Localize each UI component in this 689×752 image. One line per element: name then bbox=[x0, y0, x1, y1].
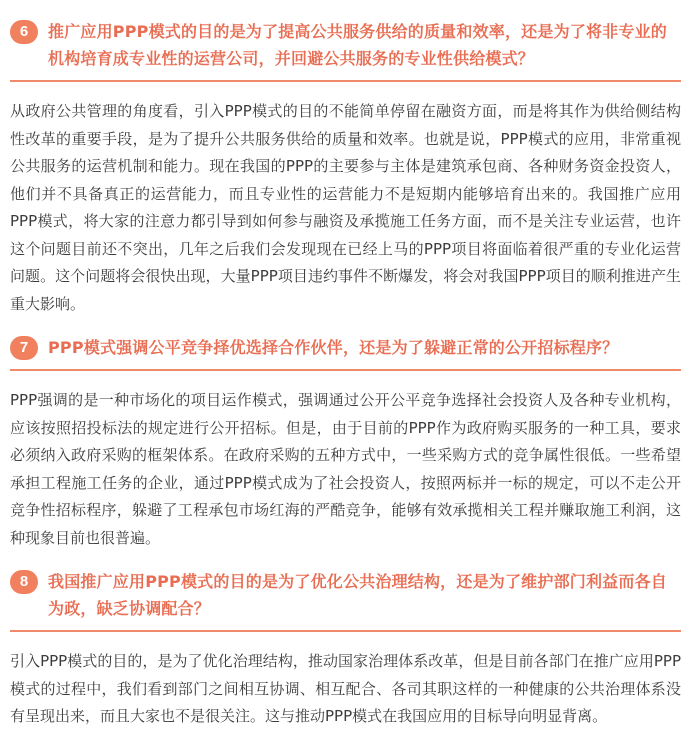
question-header bbox=[10, 562, 681, 632]
answer-paragraph: 引入PPP模式的目的，是为了优化治理结构，推动国家治理体系改革，但是目前各部门在推广应用PPP模式的过程中，我们看到部门之间相互协调、相互配合、各司其职这样的一种健康的公共治理体系没有呈现出来，而且大家也不是很关注。这与推动PPP模式在我国应用的目标导向明显背离。 bbox=[10, 652, 681, 725]
question-section-8 bbox=[10, 562, 681, 731]
question-number-badge: 8 bbox=[10, 570, 38, 594]
question-title: 我国推广应用PPP模式的目的是为了优化公共治理结构，还是为了维护部门利益而各自为政，缺乏协调配合？ bbox=[48, 572, 667, 618]
question-number-badge: 6 bbox=[10, 20, 38, 44]
question-header bbox=[10, 328, 681, 371]
question-title: PPP模式强调公平竞争择优选择合作伙伴，还是为了躲避正常的公开招标程序？ bbox=[48, 338, 619, 357]
question-section-6 bbox=[10, 14, 681, 318]
question-title: 推广应用PPP模式的目的是为了提高公共服务供给的质量和效率，还是为了将非专业的机构培育成专业性的运营公司，并回避公共服务的专业性供给模式？ bbox=[48, 22, 667, 68]
question-number-badge: 7 bbox=[10, 336, 38, 360]
answer-paragraph: 从政府公共管理的角度看，引入PPP模式的目的不能简单停留在融资方面，而是将其作为供给侧结构性改革的重要手段，是为了提升公共服务供给的质量和效率。也就是说，PPP模式的应用，非常重视公共服务的运营机制和能力。现在我国的PPP的主要参与主体是建筑承包商、各种财务资金投资人，他们并不具备真正的运营能力，而且专业性的运营能力不是短期内能够培育出来的。我国推广应用PPP模式，将大家的注意力都引导到如何参与融资及承揽施工任务方面，而不是关注专业运营，也许这个问题目前还不突出，几年之后我们会发现现在已经上马的PPP项目将面临着很严重的专业化运营问题。这个问题将会很快出现，大量PPP项目违约事件不断爆发，将会对我国PPP项目的顺利推进产生重大影响。 bbox=[10, 102, 681, 313]
answer-paragraph: PPP强调的是一种市场化的项目运作模式，强调通过公开公平竞争选择社会投资人及各种专业机构，应该按照招投标法的规定进行公开招标。但是，由于目前的PPP作为政府购买服务的一种工具，要求必须纳入政府采购的框架体系。在政府采购的五种方式中，一些采购方式的竞争属性很低。一些希望承担工程施工任务的企业，通过PPP模式成为了社会投资人，按照两标并一标的规定，可以不走公开竞争性招标程序，躲避了工程承包市场红海的严酷竞争，能够有效承揽相关工程并赚取施工利润，这种现象目前也很普遍。 bbox=[10, 391, 681, 547]
question-header bbox=[10, 14, 681, 82]
question-section-7 bbox=[10, 328, 681, 552]
